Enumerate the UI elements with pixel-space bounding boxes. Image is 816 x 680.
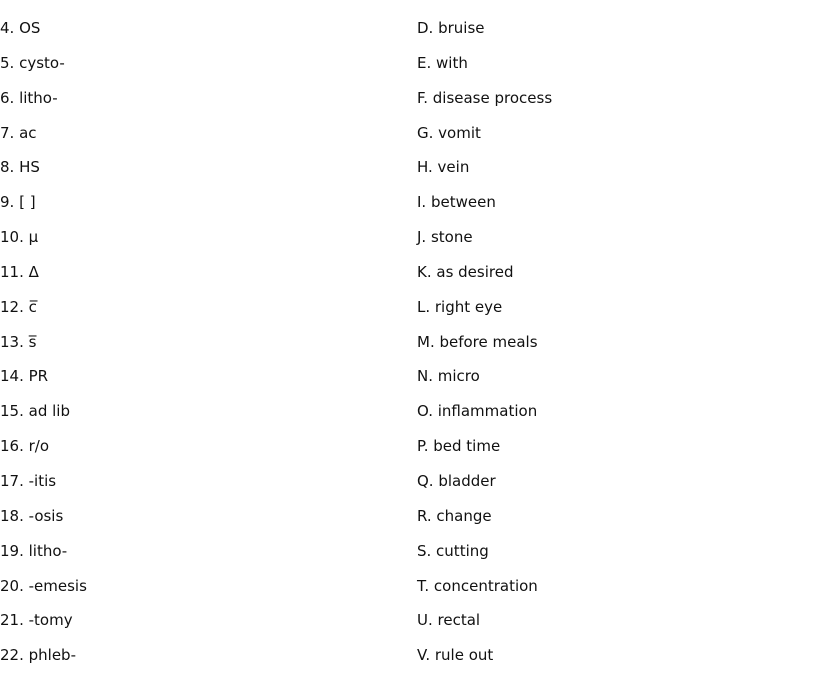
match-row	[0, 157, 816, 192]
definition-item: T. concentration	[417, 576, 538, 595]
match-row	[0, 436, 816, 471]
definition-item: N. micro	[417, 367, 480, 386]
term-item: 20. -emesis	[0, 576, 87, 595]
term-item: 16. r/o	[0, 437, 50, 456]
definition-item: G. vomit	[417, 123, 481, 142]
definition-item: I. between	[417, 193, 496, 212]
term-item: 19. litho-	[0, 541, 68, 560]
match-row	[0, 541, 816, 576]
definition-item: F. disease process	[417, 88, 553, 107]
match-row	[0, 297, 816, 332]
term-item: 9. [ ]	[0, 193, 36, 212]
term-item: 5. cysto-	[0, 53, 65, 72]
term-item: 6. litho-	[0, 88, 58, 107]
term-item: 7. ac	[0, 123, 37, 142]
term-item: 14. PR	[0, 367, 49, 386]
match-row	[0, 332, 816, 367]
definition-item: U. rectal	[417, 611, 481, 630]
definition-item: S. cutting	[417, 541, 489, 560]
definition-item: P. bed time	[417, 437, 501, 456]
match-row	[0, 366, 816, 401]
term-item: 12. c̅	[0, 297, 37, 316]
definition-item: H. vein	[417, 158, 470, 177]
definition-item: Q. bladder	[417, 471, 496, 490]
term-item: 10. μ	[0, 228, 39, 247]
definition-item: D. bruise	[417, 19, 485, 37]
match-row	[0, 506, 816, 541]
match-row	[0, 471, 816, 506]
definition-item: J. stone	[417, 228, 473, 247]
term-item: 22. phleb-	[0, 646, 76, 665]
match-row	[0, 18, 816, 53]
match-row	[0, 645, 816, 680]
match-row	[0, 227, 816, 262]
match-row	[0, 610, 816, 645]
match-row	[0, 192, 816, 227]
definition-item: E. with	[417, 53, 468, 72]
term-item: 21. -tomy	[0, 611, 73, 630]
definition-item: M. before meals	[417, 332, 538, 351]
term-item: 4. OS	[0, 19, 41, 37]
definition-item: O. inflammation	[417, 402, 538, 421]
match-row	[0, 401, 816, 436]
match-row	[0, 123, 816, 158]
term-item: 8. HS	[0, 158, 40, 177]
definition-item: R. change	[417, 506, 492, 525]
match-row	[0, 262, 816, 297]
term-item: 17. -itis	[0, 471, 57, 490]
definition-item: L. right eye	[417, 297, 503, 316]
matching-worksheet	[0, 18, 816, 680]
term-item: 11. Δ	[0, 262, 39, 281]
definition-item: V. rule out	[417, 646, 494, 665]
match-row	[0, 53, 816, 88]
match-row	[0, 88, 816, 123]
term-item: 13. s̅	[0, 332, 37, 351]
definition-item: K. as desired	[417, 262, 514, 281]
term-item: 18. -osis	[0, 506, 64, 525]
term-item: 15. ad lib	[0, 402, 70, 421]
match-row	[0, 576, 816, 611]
